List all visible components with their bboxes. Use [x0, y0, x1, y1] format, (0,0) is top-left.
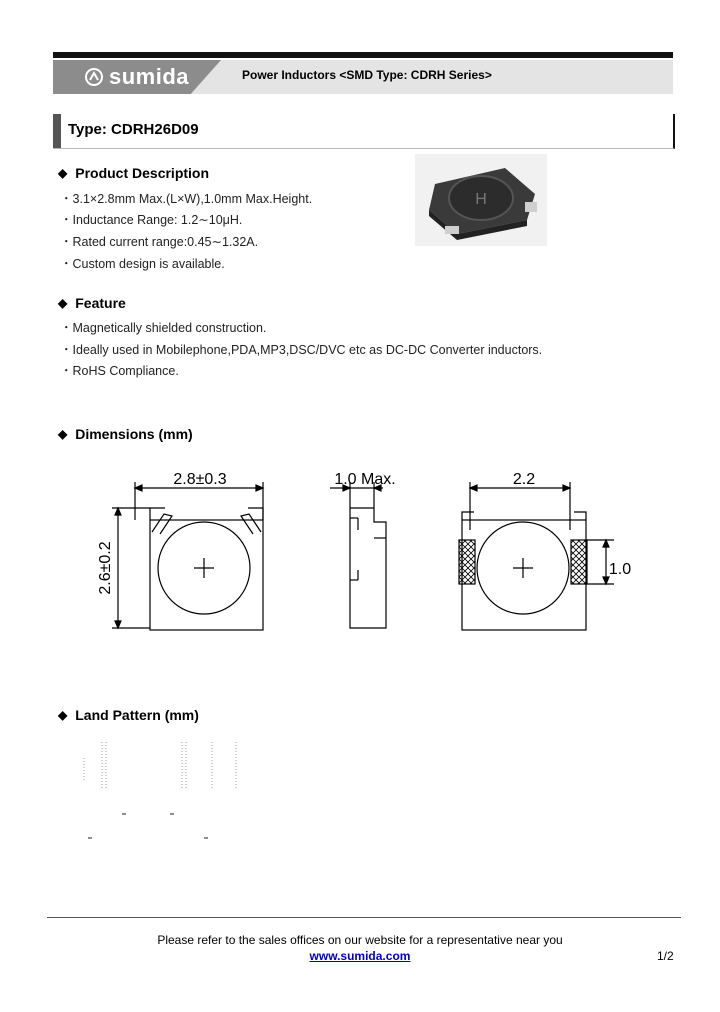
product-description-title: Product Description: [75, 165, 210, 181]
dim-electrode-height-label: 1.0: [608, 561, 632, 578]
dim-width-label: 2.8±0.3: [173, 471, 227, 488]
sumida-logo-icon: [84, 67, 104, 87]
product-description-heading: [58, 165, 209, 181]
product-photo: [415, 154, 547, 246]
footer-website-link[interactable]: www.sumida.com: [309, 949, 411, 963]
feature-title: Feature: [75, 295, 126, 311]
list-item: ・Custom design is available.: [60, 257, 225, 271]
sumida-logo: [84, 62, 189, 92]
dim-height-label: 2.6±0.2: [97, 541, 114, 595]
dimensions-drawing: [90, 460, 650, 650]
list-item: ・RoHS Compliance.: [60, 364, 179, 378]
logo-brand-text: sumida: [109, 64, 190, 89]
bottom-view: [459, 482, 614, 630]
diamond-bullet-icon: ◆: [58, 708, 68, 722]
footer-note: Please refer to the sales offices on our website for a representative near you: [157, 933, 563, 947]
dimensions-heading: [58, 426, 193, 442]
page-number: 1/2: [657, 949, 674, 963]
list-item: ・Inductance Range: 1.2∼10μH.: [60, 213, 243, 227]
list-item: ・Rated current range:0.45∼1.32A.: [60, 235, 259, 249]
list-item: ・Ideally used in Mobilephone,PDA,MP3,DSC/DVC etc as DC-DC Converter inductors.: [60, 343, 543, 357]
feature-heading: [58, 295, 126, 311]
type-label: Type: CDRH26D09: [68, 121, 199, 138]
type-bar-accent: [53, 114, 61, 148]
list-item: ・Magnetically shielded construction.: [60, 321, 267, 335]
land-pattern-heading: [58, 707, 199, 723]
land-pattern-drawing: [80, 736, 250, 846]
dimensions-title: Dimensions (mm): [75, 426, 193, 442]
header-title: Power Inductors <SMD Type: CDRH Series>: [242, 68, 492, 82]
dim-thickness-label: 1.0 Max.: [334, 471, 396, 488]
land-pattern-title: Land Pattern (mm): [75, 707, 199, 723]
list-item: ・3.1×2.8mm Max.(L×W),1.0mm Max.Height.: [60, 192, 313, 206]
diamond-bullet-icon: ◆: [58, 296, 68, 310]
top-view: [112, 482, 263, 630]
dim-electrode-span-label: 2.2: [512, 471, 536, 488]
footer-rule: [47, 917, 681, 918]
svg-text:H: H: [475, 191, 487, 208]
diamond-bullet-icon: ◆: [58, 166, 68, 180]
side-view: [330, 482, 386, 628]
header-top-rule: [53, 52, 673, 58]
diamond-bullet-icon: ◆: [58, 427, 68, 441]
